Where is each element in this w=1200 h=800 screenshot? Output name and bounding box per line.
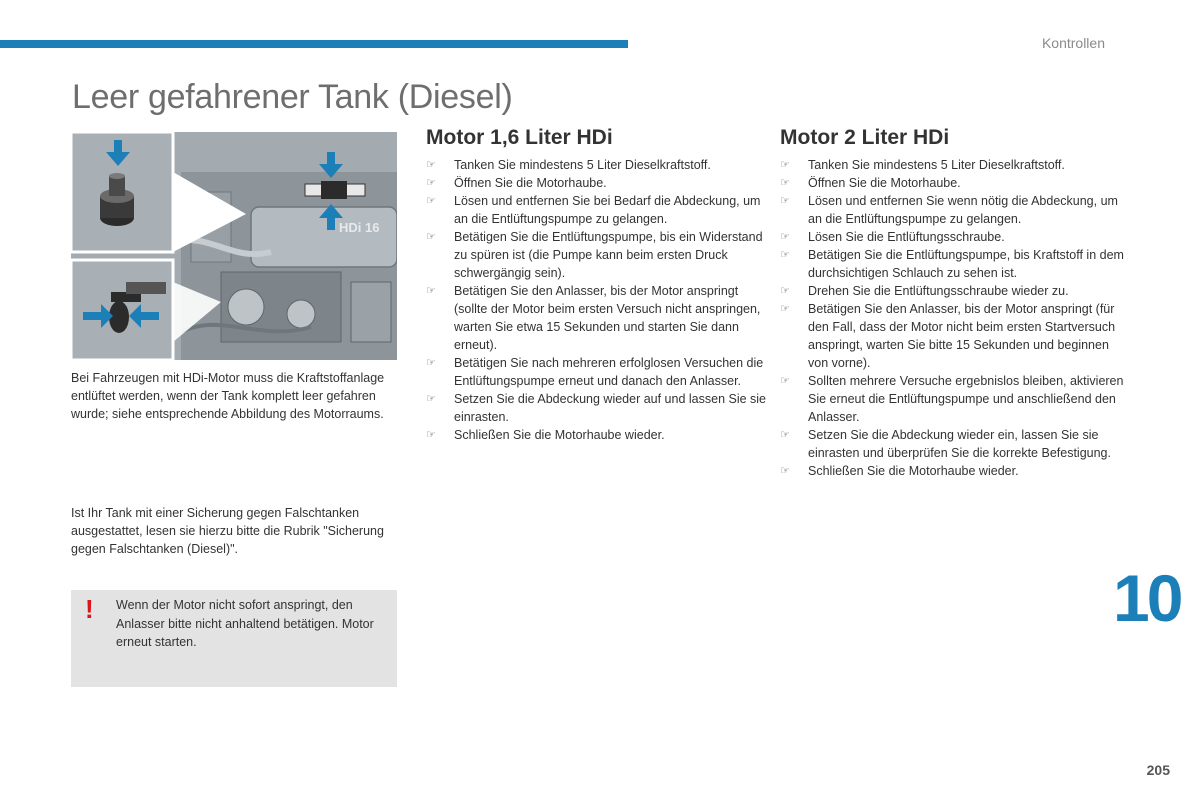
pointing-hand-icon: ☞ bbox=[426, 159, 436, 171]
pointing-hand-icon: ☞ bbox=[426, 231, 436, 243]
misfuel-paragraph: Ist Ihr Tank mit einer Sicherung gegen Falschtanken ausgestattet, lesen sie hierzu bitte die Rubrik "Sicherung gegen Falschtanken (Diesel)". bbox=[71, 506, 384, 556]
page-number: 205 bbox=[1146, 762, 1170, 778]
pointing-hand-icon: ☞ bbox=[426, 177, 436, 189]
column-1-steps bbox=[426, 156, 772, 444]
list-item bbox=[426, 390, 772, 426]
pointing-hand-icon: ☞ bbox=[780, 285, 790, 297]
list-item-text: Setzen Sie die Abdeckung wieder ein, lassen Sie sie einrasten und überprüfen Sie die korrekte Befestigung. bbox=[808, 428, 1111, 460]
exclamation-icon: ! bbox=[85, 594, 94, 624]
engine-cover-label: HDi 16 bbox=[339, 220, 380, 235]
pointing-hand-icon: ☞ bbox=[426, 195, 436, 207]
list-item-text: Tanken Sie mindestens 5 Liter Dieselkraftstoff. bbox=[808, 158, 1065, 172]
list-item bbox=[780, 282, 1126, 300]
pointing-hand-icon: ☞ bbox=[426, 357, 436, 369]
list-item-text: Tanken Sie mindestens 5 Liter Dieselkraftstoff. bbox=[454, 158, 711, 172]
page-title: Leer gefahrener Tank (Diesel) bbox=[72, 78, 513, 116]
list-item-text: Lösen Sie die Entlüftungsschraube. bbox=[808, 230, 1005, 244]
list-item bbox=[780, 228, 1126, 246]
list-item-text: Lösen und entfernen Sie bei Bedarf die Abdeckung, um an die Entlüftungspumpe zu gelangen. bbox=[454, 194, 761, 226]
column-2-heading: Motor 2 Liter HDi bbox=[780, 126, 950, 149]
pointing-hand-icon: ☞ bbox=[780, 465, 790, 477]
column-2-hdi bbox=[780, 126, 1126, 480]
list-item-text: Schließen Sie die Motorhaube wieder. bbox=[454, 428, 665, 442]
list-item-text: Drehen Sie die Entlüftungsschraube wieder zu. bbox=[808, 284, 1069, 298]
pointing-hand-icon: ☞ bbox=[780, 159, 790, 171]
list-item-text: Lösen und entfernen Sie wenn nötig die Abdeckung, um an die Entlüftungspumpe zu gelangen. bbox=[808, 194, 1118, 226]
pointing-hand-icon: ☞ bbox=[780, 429, 790, 441]
list-item bbox=[780, 192, 1126, 228]
section-label: Kontrollen bbox=[1041, 35, 1105, 51]
list-item bbox=[426, 228, 772, 282]
pointing-hand-icon: ☞ bbox=[780, 231, 790, 243]
list-item-text: Öffnen Sie die Motorhaube. bbox=[454, 176, 607, 190]
list-item-text: Betätigen Sie den Anlasser, bis der Motor anspringt (für den Fall, dass der Motor nicht beim ersten Startversuch anspringt, warten Sie bitte 15 Sekunden und beginnen von vorne). bbox=[808, 302, 1116, 370]
column-2-steps bbox=[780, 156, 1126, 480]
list-item-text: Betätigen Sie nach mehreren erfolglosen Versuchen die Entlüftungspumpe erneut und danach den Anlasser. bbox=[454, 356, 764, 388]
list-item bbox=[780, 462, 1126, 480]
list-item bbox=[780, 174, 1126, 192]
pointing-hand-icon: ☞ bbox=[780, 195, 790, 207]
list-item bbox=[780, 300, 1126, 372]
header-accent-bar bbox=[0, 40, 628, 48]
list-item-text: Schließen Sie die Motorhaube wieder. bbox=[808, 464, 1019, 478]
pointing-hand-icon: ☞ bbox=[780, 249, 790, 261]
list-item-text: Setzen Sie die Abdeckung wieder auf und lassen Sie sie einrasten. bbox=[454, 392, 767, 424]
column-1-6-hdi bbox=[426, 126, 772, 444]
list-item bbox=[426, 282, 772, 354]
warning-box bbox=[71, 590, 397, 687]
list-item bbox=[426, 174, 772, 192]
chapter-number: 10 bbox=[1113, 561, 1181, 635]
list-item-text: Betätigen Sie den Anlasser, bis der Motor anspringt (sollte der Motor beim ersten Versuch nicht anspringen, warten Sie etwa 15 Sekunden und starten Sie dann erneut). bbox=[454, 284, 761, 352]
pointing-hand-icon: ☞ bbox=[426, 285, 436, 297]
list-item-text: Betätigen Sie die Entlüftungspumpe, bis ein Widerstand zu spüren ist (die Pumpe kann beim ersten Druck schwergängig sein). bbox=[454, 230, 763, 280]
list-item-text: Öffnen Sie die Motorhaube. bbox=[808, 176, 961, 190]
list-item-text: Betätigen Sie die Entlüftungspumpe, bis Kraftstoff in dem durchsichtigen Schlauch zu sehen ist. bbox=[808, 248, 1124, 280]
list-item bbox=[426, 354, 772, 390]
list-item bbox=[780, 372, 1126, 426]
list-item bbox=[780, 156, 1126, 174]
pointing-hand-icon: ☞ bbox=[780, 303, 790, 315]
warning-text: Wenn der Motor nicht sofort anspringt, den Anlasser bitte nicht anhaltend betätigen. Motor erneut starten. bbox=[116, 598, 374, 649]
list-item bbox=[426, 192, 772, 228]
list-item-text: Sollten mehrere Versuche ergebnislos bleiben, aktivieren Sie erneut die Entlüftungspumpe und anschließend den Anlasser. bbox=[808, 374, 1124, 424]
list-item bbox=[426, 156, 772, 174]
pointing-hand-icon: ☞ bbox=[780, 177, 790, 189]
pointing-hand-icon: ☞ bbox=[780, 375, 790, 387]
intro-paragraph: Bei Fahrzeugen mit HDi-Motor muss die Kraftstoffanlage entlüftet werden, wenn der Tank komplett leer gefahren wurde; siehe entsprechende Abbildung des Motorraums. bbox=[71, 371, 385, 421]
list-item bbox=[426, 426, 772, 444]
list-item bbox=[780, 246, 1126, 282]
engine-bay-illustration bbox=[71, 132, 397, 360]
pointing-hand-icon: ☞ bbox=[426, 429, 436, 441]
column-1-heading: Motor 1,6 Liter HDi bbox=[426, 126, 613, 149]
pointing-hand-icon: ☞ bbox=[426, 393, 436, 405]
list-item bbox=[780, 426, 1126, 462]
